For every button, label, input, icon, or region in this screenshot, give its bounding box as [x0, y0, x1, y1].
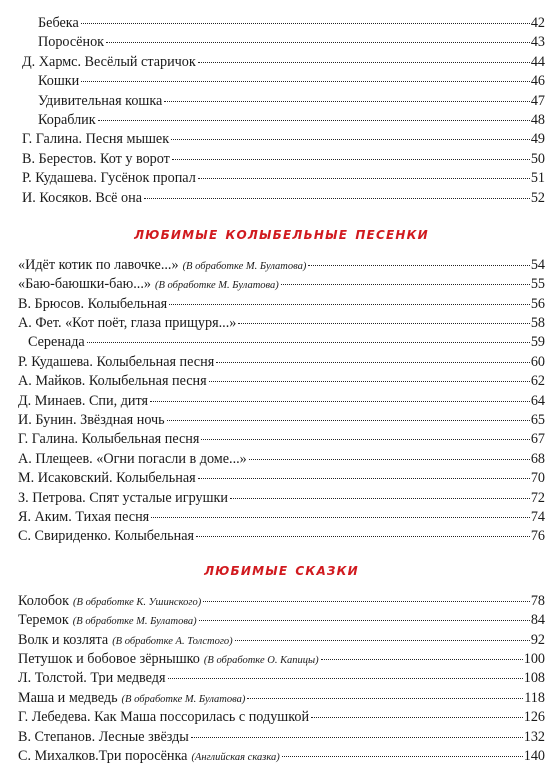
toc-entry-title: Д. Минаев. Спи, дитя: [18, 392, 149, 409]
toc-entry[interactable]: [22, 53, 545, 72]
toc-entry-page-number: 70: [530, 470, 545, 487]
toc-entry-page-number: 46: [530, 73, 545, 90]
toc-entry-note: (В обработке К. Ушинского): [73, 596, 202, 608]
dot-leader: [311, 717, 523, 718]
toc-entry-title: М. Исаковский. Колыбельная: [18, 470, 196, 487]
toc-entry[interactable]: [18, 708, 545, 727]
toc-entry[interactable]: [18, 411, 545, 430]
toc-entry[interactable]: [18, 392, 545, 411]
toc-entry-title: «Идёт котик по лавочке...»: [18, 256, 179, 273]
toc-entry-page-number: 132: [523, 728, 545, 745]
toc-entry-page-number: 52: [530, 189, 545, 206]
toc-entry[interactable]: [22, 33, 545, 52]
dot-leader: [169, 304, 530, 305]
toc-entry-title: А. Фет. «Кот поёт, глаза прищуря...»: [18, 315, 237, 332]
dot-leader: [87, 342, 530, 343]
toc-entry[interactable]: [22, 130, 545, 149]
toc-entry-page-number: 51: [530, 170, 545, 187]
toc-entry-title: И. Бунин. Звёздная ночь: [18, 412, 165, 429]
toc-entry-page-number: 47: [530, 92, 545, 109]
table-of-contents: [18, 14, 545, 766]
section-heading-tales: любимые сказки: [204, 559, 359, 580]
dot-leader: [198, 178, 530, 179]
toc-entry-page-number: 64: [530, 392, 545, 409]
toc-entry[interactable]: [22, 150, 545, 169]
dot-leader: [235, 640, 530, 641]
toc-entry-title: Л. Толстой. Три медведя: [18, 670, 166, 687]
dot-leader: [203, 601, 530, 602]
dot-leader: [249, 459, 530, 460]
toc-entry-page-number: 56: [530, 295, 545, 312]
toc-entry[interactable]: [18, 631, 545, 650]
toc-entry[interactable]: [22, 169, 545, 188]
dot-leader: [164, 101, 529, 102]
toc-entry-page-number: 78: [530, 592, 545, 609]
toc-entry-page-number: 59: [530, 334, 545, 351]
toc-entry-page-number: 43: [530, 34, 545, 51]
toc-entry[interactable]: [22, 189, 545, 208]
toc-entry-note: (Английская сказка): [191, 751, 280, 763]
toc-section-top: [22, 14, 545, 208]
toc-entry-page-number: 68: [530, 450, 545, 467]
toc-entry-title: С. Свириденко. Колыбельная: [18, 528, 195, 545]
dot-leader: [171, 139, 530, 140]
toc-entry[interactable]: [18, 372, 545, 391]
toc-entry-page-number: 84: [530, 612, 545, 629]
toc-entry-title: А. Майков. Колыбельная песня: [18, 373, 207, 390]
toc-entry[interactable]: [18, 747, 545, 766]
dot-leader: [196, 536, 530, 537]
toc-entry[interactable]: [22, 111, 545, 130]
toc-entry-page-number: 65: [530, 412, 545, 429]
dot-leader: [281, 284, 530, 285]
toc-entry-note: (В обработке М. Булатова): [72, 616, 197, 628]
toc-entry[interactable]: [22, 92, 545, 111]
toc-entry[interactable]: [18, 592, 545, 611]
toc-entry-title: Петушок и бобовое зёрнышко: [18, 650, 200, 667]
toc-entry-page-number: 44: [530, 53, 545, 70]
section-heading-lullabies: любимые колыбельные песенки: [134, 223, 429, 244]
dot-leader: [168, 678, 523, 679]
toc-entry-note: (В обработке М. Булатова): [121, 693, 246, 705]
toc-entry[interactable]: [18, 669, 545, 688]
toc-entry-note: (В обработке О. Капицы): [203, 654, 319, 666]
toc-entry-title: С. Михалков.Три поросёнка: [18, 747, 188, 764]
toc-entry[interactable]: [18, 611, 545, 630]
toc-entry-title: Колобок: [18, 592, 70, 609]
toc-entry[interactable]: [18, 508, 545, 527]
toc-entry-page-number: 126: [523, 709, 545, 726]
toc-entry-title: В. Степанов. Лесные звёзды: [18, 728, 189, 745]
toc-entry-title: В. Берестов. Кот у ворот: [22, 150, 170, 167]
toc-entry-page-number: 74: [530, 508, 545, 525]
dot-leader: [144, 198, 530, 199]
toc-entry-title: Бебека: [38, 15, 79, 31]
dot-leader: [191, 737, 523, 738]
toc-entry[interactable]: [18, 295, 545, 314]
toc-entry-title: Кошки: [38, 73, 80, 90]
toc-entry-note: (В обработке М. Булатова): [182, 260, 307, 272]
toc-entry-page-number: 62: [530, 373, 545, 390]
dot-leader: [230, 498, 530, 499]
toc-entry-title: Я. Аким. Тихая песня: [18, 508, 150, 525]
dot-leader: [81, 81, 530, 82]
toc-entry-title: И. Косяков. Всё она: [22, 189, 143, 206]
toc-entry-note: (В обработке М. Булатова): [154, 280, 279, 292]
dot-leader: [321, 659, 523, 660]
dot-leader: [201, 439, 529, 440]
toc-entry-note: (В обработке А. Толстого): [112, 635, 233, 647]
toc-entry[interactable]: [18, 469, 545, 488]
toc-entry-page-number: 42: [530, 15, 545, 31]
toc-entry-page-number: 92: [530, 631, 545, 648]
toc-entry-page-number: 100: [523, 650, 545, 667]
toc-entry-page-number: 118: [524, 689, 545, 706]
toc-entry-page-number: 67: [530, 431, 545, 448]
toc-entry[interactable]: [18, 353, 545, 372]
toc-section-lullabies: [18, 256, 545, 547]
dot-leader: [282, 756, 523, 757]
toc-entry-title: А. Плещеев. «Огни погасли в доме...»: [18, 450, 247, 467]
toc-entry[interactable]: [18, 430, 545, 449]
toc-entry-title: З. Петрова. Спят усталые игрушки: [18, 489, 229, 506]
toc-entry[interactable]: [18, 450, 545, 469]
toc-entry-page-number: 60: [530, 353, 545, 370]
toc-entry-page-number: 140: [523, 747, 545, 764]
toc-entry-title: Р. Кудашева. Колыбельная песня: [18, 353, 215, 370]
toc-entry-title: Д. Хармс. Весёлый старичок: [22, 53, 196, 70]
toc-entry-page-number: 76: [530, 528, 545, 545]
toc-entry[interactable]: [18, 314, 545, 333]
toc-entry-page-number: 50: [530, 150, 545, 167]
toc-entry[interactable]: [18, 333, 545, 352]
dot-leader: [238, 323, 529, 324]
dot-leader: [198, 62, 530, 63]
dot-leader: [216, 362, 530, 363]
toc-entry-title: Р. Кудашева. Гусёнок пропал: [22, 170, 196, 187]
toc-entry[interactable]: [18, 275, 545, 294]
toc-entry[interactable]: [18, 650, 545, 669]
toc-entry-title: «Баю-баюшки-баю...»: [18, 276, 151, 293]
dot-leader: [81, 23, 530, 24]
toc-entry[interactable]: [22, 72, 545, 91]
toc-entry-page-number: 58: [530, 315, 545, 332]
dot-leader: [199, 620, 530, 621]
dot-leader: [247, 698, 523, 699]
toc-entry[interactable]: [18, 256, 545, 275]
toc-entry[interactable]: [18, 728, 545, 747]
toc-entry-title: Теремок: [18, 612, 69, 629]
toc-section-tales: [18, 592, 545, 767]
toc-entry-page-number: 72: [530, 489, 545, 506]
toc-entry-title: В. Брюсов. Колыбельная: [18, 295, 168, 312]
toc-entry-title: Серенада: [28, 334, 85, 351]
dot-leader: [172, 159, 530, 160]
toc-entry-title: Удивительная кошка: [38, 92, 163, 109]
toc-entry-title: Г. Галина. Колыбельная песня: [18, 431, 200, 448]
toc-entry-title: Поросёнок: [38, 34, 105, 51]
toc-entry-page-number: 108: [523, 670, 545, 687]
dot-leader: [198, 478, 530, 479]
toc-entry-title: Маша и медведь: [18, 689, 118, 706]
toc-entry[interactable]: [18, 689, 545, 708]
dot-leader: [150, 401, 530, 402]
toc-entry[interactable]: [18, 527, 545, 546]
toc-entry-title: Г. Галина. Песня мышек: [22, 131, 170, 148]
toc-entry[interactable]: [18, 489, 545, 508]
toc-entry[interactable]: [22, 14, 545, 33]
toc-entry-title: Волк и козлята: [18, 631, 109, 648]
toc-entry-title: Кораблик: [38, 111, 96, 128]
dot-leader: [151, 517, 530, 518]
dot-leader: [98, 120, 530, 121]
toc-entry-page-number: 54: [530, 256, 545, 273]
dot-leader: [209, 381, 530, 382]
dot-leader: [106, 42, 530, 43]
toc-entry-page-number: 48: [530, 111, 545, 128]
toc-entry-page-number: 49: [530, 131, 545, 148]
dot-leader: [167, 420, 530, 421]
dot-leader: [308, 265, 529, 266]
toc-entry-title: Г. Лебедева. Как Маша поссорилась с подушкой: [18, 709, 310, 726]
toc-entry-page-number: 55: [530, 276, 545, 293]
